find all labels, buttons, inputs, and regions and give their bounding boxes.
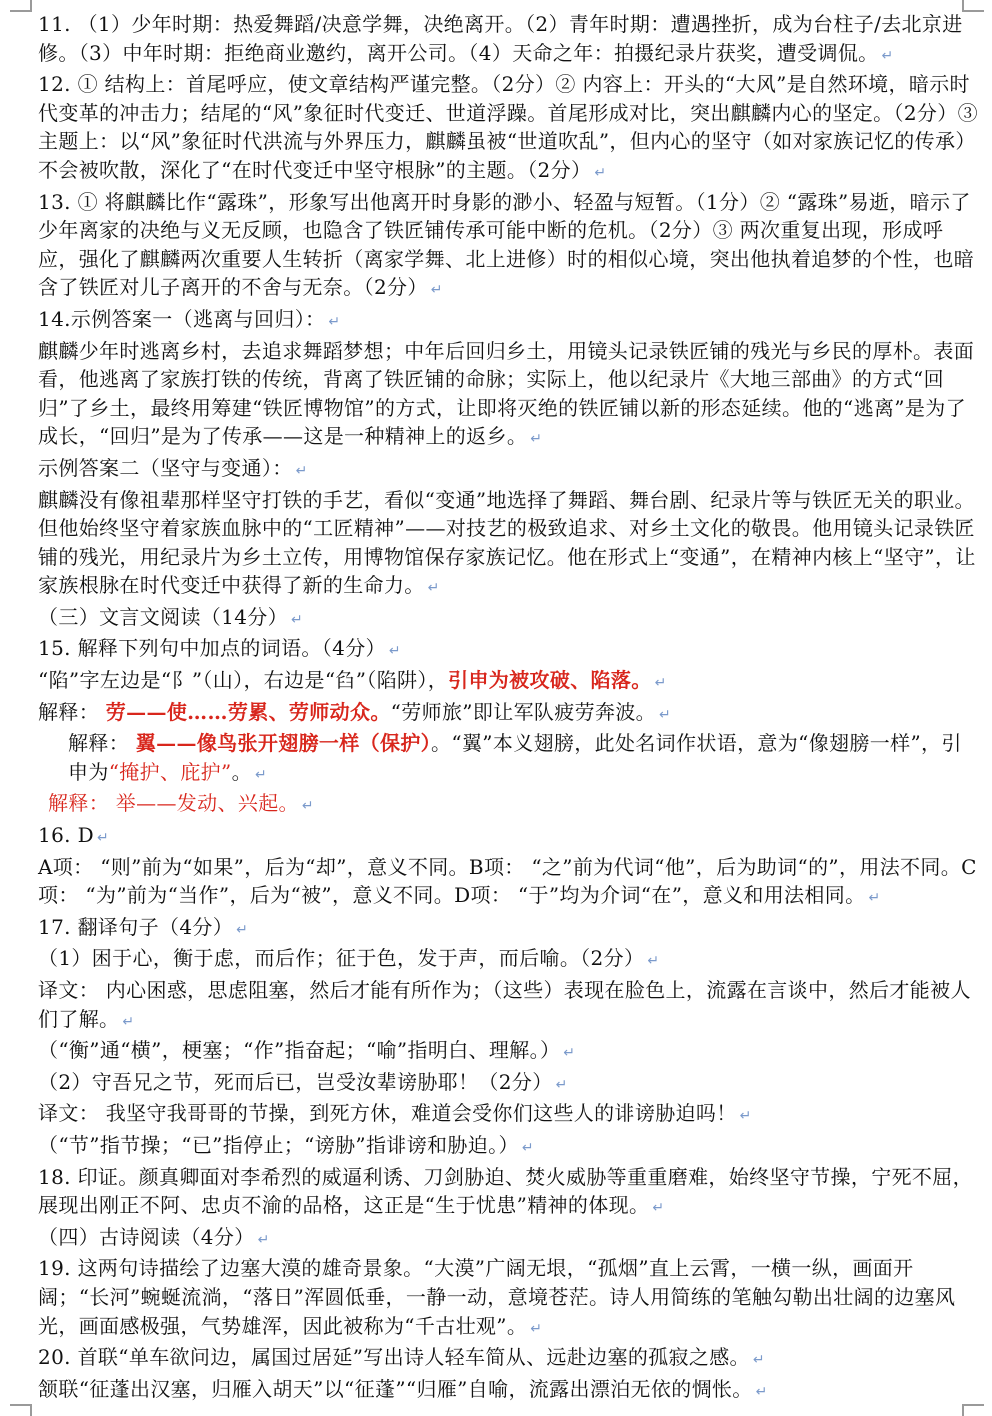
paragraph-mark-icon: ↵ [563, 1045, 576, 1062]
paragraph-mark-icon: ↵ [530, 1320, 543, 1337]
paragraph [38, 603, 982, 635]
paragraph [38, 454, 982, 486]
corner-mark-bottom-left-h [10, 1404, 32, 1406]
paragraph [38, 486, 982, 603]
text-segment: （“节”指节操；“已”指停止；“谤胁”指诽谤和胁迫。） [38, 1132, 519, 1157]
paragraph [38, 1223, 982, 1255]
paragraph [38, 1099, 982, 1131]
paragraph [38, 305, 982, 337]
paragraph [38, 337, 982, 454]
text-segment: 14.示例答案一（逃离与回归）： [38, 306, 326, 331]
paragraph-mark-icon: ↵ [430, 282, 443, 299]
paragraph [38, 853, 982, 913]
paragraph [38, 188, 982, 305]
text-segment: 译文： 内心困惑，思虑阻塞，然后才能有所作为；（这些）表现在脸色上，流露在言谈中，然后才能被人们了解。 [38, 978, 971, 1031]
paragraph [38, 944, 982, 976]
paragraph-mark-icon: ↵ [257, 1231, 270, 1248]
text-segment: （1）困于心，衡于虑，而后作；征于色，发于声，而后喻。（2分） [38, 946, 645, 971]
paragraph-mark-icon: ↵ [755, 1383, 768, 1400]
paragraph-mark-icon: ↵ [555, 1076, 568, 1093]
text-segment: “陷”字左边是“阝”（山），右边是“臽”（陷阱）， [38, 668, 449, 693]
paragraph-mark-icon: ↵ [295, 462, 308, 479]
paragraph-mark-icon: ↵ [236, 921, 249, 938]
paragraph-mark-icon: ↵ [868, 890, 881, 907]
paragraph [38, 634, 982, 666]
text-segment: 18. 印证。颜真卿面对李希烈的威逼利诱、刀剑胁迫、焚火威胁等重重磨难，始终坚守节操，宁死不屈，展现出刚正不阿、忠贞不渝的品格，这正是“生于忧患”精神的体现。 [38, 1164, 973, 1218]
paragraph [38, 1375, 982, 1407]
paragraph [38, 1131, 982, 1163]
text-segment: （三）文言文阅读（14分） [38, 604, 288, 629]
paragraph-mark-icon: ↵ [301, 798, 315, 815]
paragraph-mark-icon: ↵ [530, 431, 543, 448]
text-segment: 19. 这两句诗描绘了边塞大漠的雄奇景象。“大漠”广阔无垠，“孤烟”直上云霄，一横一纵，画面开阔；“长河”蜿蜒流淌，“落日”浑圆低垂，一静一动，意境苍茫。诗人用简练的笔触勾勒出壮阔的边塞风光，画面感极强，气势雄浑，因此被称为“千古壮观”。 [38, 1256, 956, 1338]
paragraph [38, 698, 982, 730]
text-segment: 颔联“征蓬出汉塞，归雁入胡天”以“征蓬”“归雁”自喻，流露出漂泊无依的惆怅。 [38, 1376, 753, 1401]
paragraph [38, 1036, 982, 1068]
text-segment: 12. ① 结构上：首尾呼应，使文章结构严谨完整。（2分）② 内容上：开头的“大风”是自然环境，暗示时代变革的冲击力；结尾的“风”象征时代变迁、世道浮躁。首尾形成对比，突出麒麟内心的坚定。（2分）③ 主题上：以“风”象征时代洪流与外界压力，麒麟虽被“世道吹乱”，但内心的坚守（如对家族记忆的传承）不会被吹散，深化了“在时代变迁中坚守根脉”的主题。（2分） [38, 72, 978, 182]
paragraph [38, 729, 982, 789]
paragraph-mark-icon: ↵ [659, 706, 672, 723]
text-segment: A项： “则”前为“如果”，后为“却”，意义不同。B项： “之”前为代词“他”，后为助词“的”，用法不同。C项： “为”前为“当作”，后为“被”，意义不同。D项： “于”均为介词“在”，意义和用法相同。 [38, 854, 977, 908]
paragraph [38, 789, 982, 821]
text-segment: 示例答案二（坚守与变通）： [38, 455, 293, 480]
highlighted-text: 解释： 举——发动、兴起。 [48, 791, 299, 816]
paragraph [38, 1163, 982, 1223]
paragraph [38, 821, 982, 853]
text-segment: 。“翼”本义翅膀，此处名词作状语，意为“像翅膀一样”，引申为 [68, 731, 962, 784]
corner-mark-top-left-v [30, 0, 32, 12]
paragraph [38, 913, 982, 945]
answer-document-page [38, 10, 982, 1406]
paragraph [38, 10, 982, 70]
corner-mark-bottom-left-v [30, 1404, 32, 1416]
text-segment: 13. ① 将麒麟比作“露珠”，形象写出他离开时身影的渺小、轻盈与短暂。（1分）② “露珠”易逝，暗示了少年离家的决绝与义无反顾，也隐含了铁匠铺传承可能中断的危机。（2分）③ 两次重复出现，形成呼应，强化了麒麟两次重要人生转折（离家学舞、北上进修）时的相似心境，突出他执着追梦的个性，也暗含了铁匠对儿子离开的不舍与无奈。（2分） [38, 189, 975, 300]
text-segment: 麒麟没有像祖辈那样坚守打铁的手艺，看似“变通”地选择了舞蹈、舞台剧、纪录片等与铁匠无关的职业。但他始终坚守着家族血脉中的“工匠精神”——对技艺的极致追求、对乡土文化的敬畏。他用镜头记录铁匠铺的残光，用纪录片为乡土立传，用博物馆保存家族记忆。他在形式上“变通”，在精神内核上“坚守”，让家族根脉在时代变迁中获得了新的生命力。 [38, 487, 976, 598]
text-segment: 11. （1）少年时期：热爱舞蹈/决意学舞，决绝离开。（2）青年时期：遭遇挫折，成为台柱子/去北京进修。（3）中年时期：拒绝商业邀约，离开公司。（4）天命之年：拍摄纪录片获奖，遭受调侃。 [38, 12, 963, 65]
paragraph-mark-icon: ↵ [96, 830, 110, 847]
paragraph-mark-icon: ↵ [652, 1200, 665, 1217]
highlighted-text: 引申为被攻破、陷落。 [448, 668, 652, 693]
highlighted-text: 劳——使……劳累、劳师动众。 [105, 699, 391, 724]
text-segment: 17. 翻译句子（4分） [38, 914, 234, 939]
highlighted-text: 翼——像鸟张开翅膀一样（保护） [135, 731, 432, 756]
paragraph-mark-icon: ↵ [427, 580, 440, 597]
text-segment: 解释： [38, 699, 106, 724]
paragraph-mark-icon: ↵ [752, 1352, 766, 1369]
paragraph-mark-icon: ↵ [328, 313, 341, 330]
paragraph [38, 1254, 982, 1343]
corner-mark-top-left-h [10, 10, 32, 12]
highlighted-text: “掩护、庇护” [108, 759, 232, 784]
paragraph-mark-icon: ↵ [254, 766, 268, 783]
text-segment: 。 [231, 759, 252, 784]
paragraph-mark-icon: ↵ [647, 953, 660, 970]
paragraph-mark-icon: ↵ [521, 1139, 534, 1156]
paragraph-mark-icon: ↵ [739, 1108, 752, 1125]
paragraph-mark-icon: ↵ [654, 675, 667, 692]
paragraph-mark-icon: ↵ [291, 611, 304, 628]
text-segment: 麒麟少年时逃离乡村，去追求舞蹈梦想；中年后回归乡土，用镜头记录铁匠铺的残光与乡民的厚朴。表面看，他逃离了家族打铁的传统，背离了铁匠铺的命脉；实际上，他以纪录片《大地三部曲》的方式“回归”了乡土，最终用筹建“铁匠博物馆”的方式，让即将灭绝的铁匠铺以新的形态延续。他的“逃离”是为了成长，“回归”是为了传承——这是一种精神上的返乡。 [38, 338, 975, 449]
text-segment: “劳师旅”即让军队疲劳奔波。 [390, 699, 657, 724]
text-segment: 译文： 我坚守我哥哥的节操，到死方休，难道会受你们这些人的诽谤胁迫吗！ [38, 1101, 737, 1126]
paragraph-mark-icon: ↵ [388, 643, 401, 660]
paragraph [38, 666, 982, 698]
paragraph-mark-icon: ↵ [594, 164, 607, 181]
paragraph [38, 1068, 982, 1100]
text-segment: 15. 解释下列句中加点的词语。（4分） [38, 636, 386, 661]
text-segment: 16. D [38, 823, 94, 848]
paragraph [38, 70, 982, 187]
paragraph-mark-icon: ↵ [122, 1013, 135, 1030]
text-segment: 20. 首联“单车欲问边，属国过居延”写出诗人轻车简从、远赴边塞的孤寂之感。 [38, 1345, 750, 1370]
text-segment: （四）古诗阅读（4分） [38, 1224, 255, 1249]
paragraph [38, 976, 982, 1036]
text-segment: （2）守吾兄之节，死而后已，岂受汝辈谤胁耶！（2分） [38, 1069, 553, 1094]
paragraph [38, 1343, 982, 1375]
text-segment: （“衡”通“横”，梗塞；“作”指奋起；“喻”指明白、理解。） [38, 1038, 561, 1063]
text-segment: 解释： [68, 731, 136, 756]
paragraph-mark-icon: ↵ [881, 47, 894, 64]
